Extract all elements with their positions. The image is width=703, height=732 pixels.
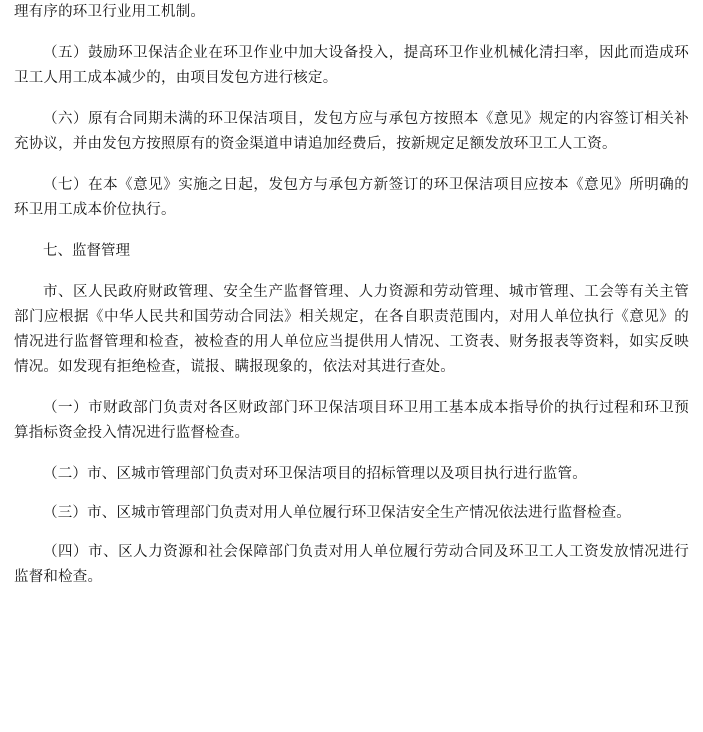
paragraph-section-7-body: 市、区人民政府财政管理、安全生产监督管理、人力资源和劳动管理、城市管理、工会等有关主管部门应根据《中华人民共和国劳动合同法》相关规定，在各自职责范围内，对用人单位执行《意见》的情况进行监督管理和检查，被检查的用人单位应当提供用人情况、工资表、财务报表等资料，如实反映情况。如发现有拒绝检查，谎报、瞒报现象的，依法对其进行查处。 bbox=[14, 284, 689, 375]
paragraph-spacer bbox=[14, 446, 689, 462]
paragraph-spacer bbox=[14, 264, 689, 280]
section-heading-7: 七、监督管理 bbox=[43, 243, 130, 259]
paragraph-item-6: （六）原有合同期未满的环卫保洁项目，发包方应与承包方按照本《意见》规定的内容签订相关补充协议，并由发包方按照原有的资金渠道申请追加经费后，按新规定足额发放环卫工人工资。 bbox=[14, 111, 689, 152]
paragraph-spacer bbox=[14, 526, 689, 540]
paragraph-spacer bbox=[14, 91, 689, 107]
paragraph-spacer bbox=[14, 380, 689, 396]
paragraph-spacer bbox=[14, 487, 689, 501]
paragraph-sub-item-3: （三）市、区城市管理部门负责对用人单位履行环卫保洁安全生产情况依法进行监督检查。 bbox=[43, 505, 631, 521]
paragraph-spacer bbox=[14, 25, 689, 41]
paragraph-item-5: （五）鼓励环卫保洁企业在环卫作业中加大设备投入，提高环卫作业机械化清扫率，因此而造成环卫工人用工成本减少的，由项目发包方进行核定。 bbox=[14, 45, 689, 86]
paragraph-spacer bbox=[14, 157, 689, 173]
paragraph-item-7: （七）在本《意见》实施之日起，发包方与承包方新签订的环卫保洁项目应按本《意见》所明确的环卫用工成本价位执行。 bbox=[14, 177, 689, 218]
paragraph-continuation-line: 理有序的环卫行业用工机制。 bbox=[14, 4, 206, 20]
paragraph-spacer bbox=[14, 223, 689, 239]
paragraph-sub-item-4: （四）市、区人力资源和社会保障部门负责对用人单位履行劳动合同及环卫工人工资发放情况进行监督和检查。 bbox=[14, 544, 689, 585]
document-body bbox=[14, 0, 689, 590]
paragraph-sub-item-1: （一）市财政部门负责对各区财政部门环卫保洁项目环卫用工基本成本指导价的执行过程和环卫预算指标资金投入情况进行监督检查。 bbox=[14, 400, 689, 441]
paragraph-sub-item-2: （二）市、区城市管理部门负责对环卫保洁项目的招标管理以及项目执行进行监管。 bbox=[43, 466, 587, 482]
